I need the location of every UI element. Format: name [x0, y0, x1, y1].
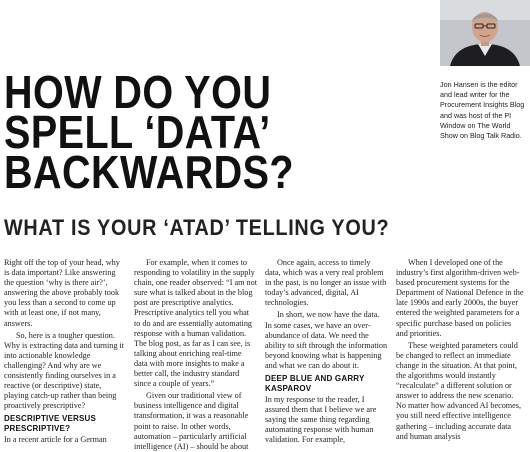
paragraph: Right off the top of your head, why is data important? Like answering the question ‘why is there air?’, answering the above probably took you less than a second to come up with at least one, if not many, answers. — [4, 258, 120, 328]
headline-line-3: BACKWARDS? — [4, 146, 294, 198]
article-column-3 — [265, 258, 388, 445]
paragraph: When I developed one of the industry’s first algorithm-driven web-based procurement systems for the Department of National Defence in the late 1990s and early 2000s, the buyer entered the weighted parameters for a specific purchase based on policies and priorities. — [396, 258, 524, 338]
article-column-2 — [134, 258, 257, 451]
paragraph: For example, when it comes to responding to volatility in the supply chain, one reader observed: “I am not sure what is talked about in the blog post are prescriptive analytics. Prescriptive analytics tell you what to do and are essentially automating response with a human validation. The blog post, as far as I can see, is talking about enriching real-time data with more insights to make a better call, the industry standard since a couple of years.” — [134, 258, 257, 389]
headline-line-2: SPELL ‘DATA’ — [4, 106, 271, 158]
paragraph: Once again, access to timely data, which was a very real problem in the past, is no longer an issue with today’s advanced, digital, AI technologies. — [265, 258, 387, 308]
author-bio: Jon Hansen is the editor and lead writer for the Procurement Insights Blog and was host of the PI Window on The World Show on Blog Talk Radio. — [440, 80, 525, 141]
article-column-1 — [4, 258, 127, 445]
paragraph: Given our traditional view of business intelligence and digital transformation, it was a reasonable point to raise. In other words, automation – particularly artificial intelligence (AI) – should be about — [134, 391, 249, 451]
article-body — [4, 258, 528, 451]
article-column-4 — [396, 258, 524, 442]
headline-line-1: HOW DO YOU — [4, 66, 272, 118]
paragraph: In a recent article for a German — [4, 435, 107, 445]
author-portrait-image — [440, 0, 530, 66]
article-headline — [4, 66, 365, 198]
section-heading: DESCRIPTIVE VERSUS PRESCRIPTIVE? — [4, 414, 97, 434]
section-heading: DEEP BLUE AND GARRY KASPAROV — [265, 374, 365, 394]
paragraph: So, here is a tougher question. Why is extracting data and turning it into actionable knowledge challenging? And why are we consistently finding ourselves in a reactive (or descriptive) state, playing catch-up rather than being proactively prescriptive? — [4, 330, 125, 411]
paragraph: These weighted parameters could be changed to reflect an immediate change in the situation. At that point, the algorithms would instantly “recalculate” a different solution or answer to address the new scenario. No matter how advanced AI becomes, you still need effective intelligence gathering – including accurate data and human analysis — [396, 340, 522, 441]
paragraph: In my response to the reader, I assured them that I believe we are saying the same thing regarding automating response with human validation. For example, — [265, 395, 377, 445]
paragraph: In short, we now have the data. In some cases, we have an over-abundance of data. We need the ability to sift through the information beyond knowing what is happening and what we can do about it. — [265, 310, 388, 370]
author-photo — [440, 0, 530, 66]
article-subheadline: WHAT IS YOUR ‘ATAD’ TELLING YOU? — [4, 215, 390, 240]
